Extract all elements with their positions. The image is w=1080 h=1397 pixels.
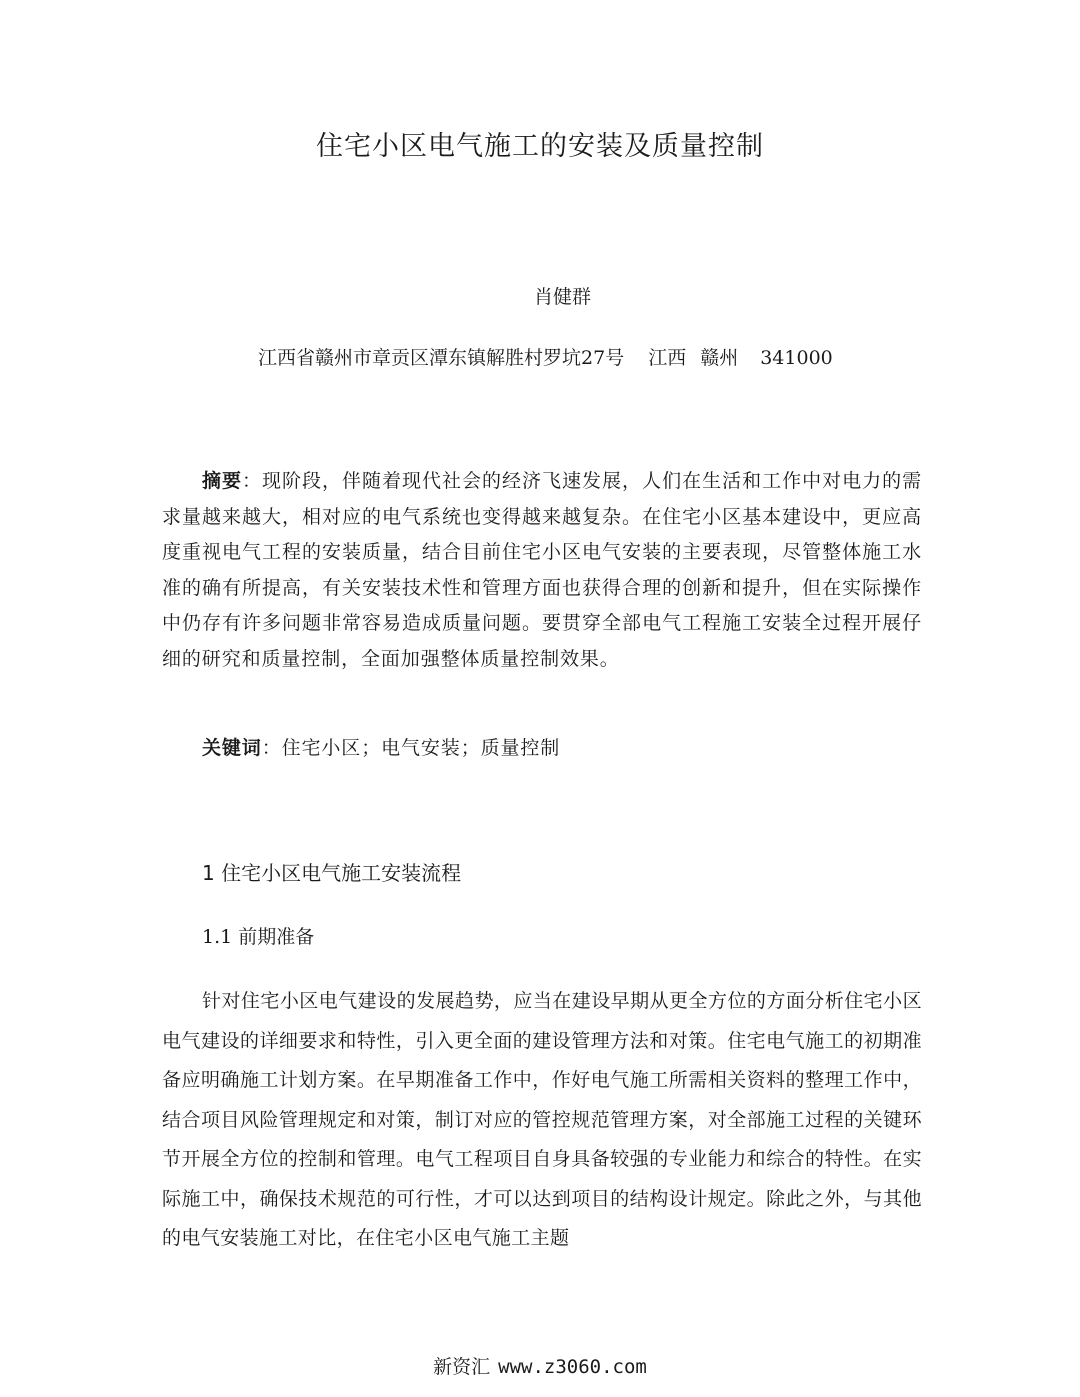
abstract-label: 摘要 [202,470,243,492]
keywords-line [202,733,560,760]
author-name: 肖健群 [533,286,591,308]
keywords-label: 关键词 [202,737,262,759]
body-paragraph: 针对住宅小区电气建设的发展趋势，应当在建设早期从更全方位的方面分析住宅小区电气建设的详细要求和特性，引入更全面的建设管理方法和对策。住宅电气施工的初期准备应明确施工计划方案。在早期准备工作中，作好电气施工所需相关资料的整理工作中，结合项目风险管理规定和对策，制订对应的管控规范管理方案，对全部施工过程的关键环节开展全方位的控制和管理。电气工程项目自身具备较强的专业能力和综合的特性。在实际施工中，确保技术规范的可行性，才可以达到项目的结构设计规定。除此之外，与其他的电气安装施工对比，在住宅小区电气施工主题 [162,990,922,1249]
abstract-text: ：现阶段，伴随着现代社会的经济飞速发展，人们在生活和工作中对电力的需求量越来越大，相对应的电气系统也变得越来越复杂。在住宅小区基本建设中，更应高度重视电气工程的安装质量，结合目前住宅小区电气安装的主要表现，尽管整体施工水准的确有所提高，有关安装技术性和管理方面也获得合理的创新和提升，但在实际操作中仍存有许多问题非常容易造成质量问题。要贯穿全部电气工程施工安装全过程开展仔细的研究和质量控制，全面加强整体质量控制效果。 [162,470,922,670]
footer-url: www.z3060.com [498,1356,647,1378]
affiliation-province: 江西 [648,347,687,369]
section-heading: 1 住宅小区电气施工安装流程 [202,861,462,885]
page-footer [0,1352,1080,1379]
paper-title: 住宅小区电气施工的安装及质量控制 [316,131,764,162]
subsection-heading: 1.1 前期准备 [202,926,315,948]
footer-site-name: 新资汇 [433,1356,491,1378]
affiliation-postcode: 341000 [760,347,833,369]
author-affiliation [258,343,833,370]
affiliation-city: 赣州 [700,347,739,369]
abstract-paragraph [162,464,922,677]
affiliation-address: 江西省赣州市章贡区潭东镇解胜村罗坑27号 [258,347,625,369]
keywords-text: ：住宅小区；电气安装；质量控制 [261,737,561,759]
